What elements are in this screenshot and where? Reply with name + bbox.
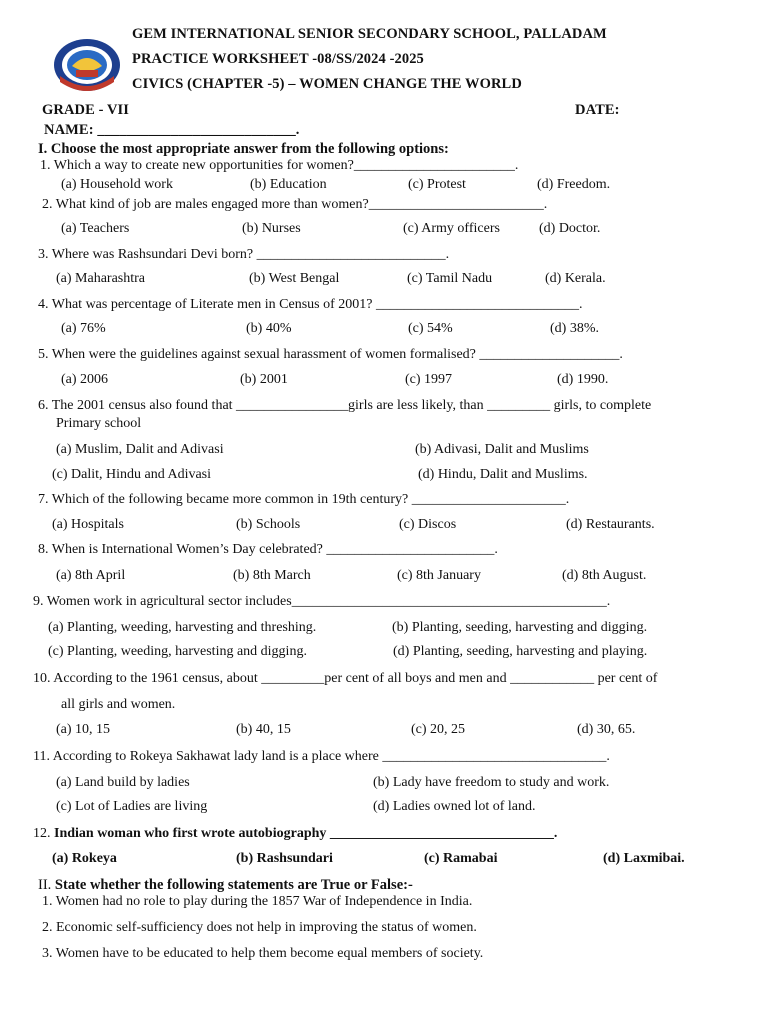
q5-option-d: (d) 1990. [557, 372, 609, 387]
q6-option-b: (b) Adivasi, Dalit and Muslims [415, 442, 589, 457]
q1-option-a: (a) Household work [61, 177, 173, 192]
section-2-title [38, 877, 413, 894]
worksheet-title: PRACTICE WORKSHEET -08/SS/2024 -2025 [132, 51, 424, 67]
question-11: 11. According to Rokeya Sakhawat lady land is a place where ________________________________. [33, 749, 610, 764]
q4-option-b: (b) 40% [246, 321, 292, 336]
question-8: 8. When is International Women’s Day celebrated? ________________________. [38, 542, 498, 557]
q2-option-a: (a) Teachers [61, 221, 130, 236]
chapter-title: CIVICS (CHAPTER -5) – WOMEN CHANGE THE WORLD [132, 76, 522, 92]
name-field: NAME: ___________________________. [44, 122, 300, 138]
grade-label: GRADE - VII [42, 102, 130, 118]
tf-statement-3: 3. Women have to be educated to help them become equal members of society. [42, 946, 484, 961]
question-10-continued: all girls and women. [61, 697, 176, 712]
question-12-number: 12. [33, 826, 51, 841]
q11-option-a: (a) Land build by ladies [56, 775, 190, 790]
q1-option-c: (c) Protest [408, 177, 466, 192]
q9-option-d: (d) Planting, seeding, harvesting and playing. [393, 644, 648, 659]
q8-option-d: (d) 8th August. [562, 568, 647, 583]
q10-option-b: (b) 40, 15 [236, 722, 291, 737]
date-label: DATE: [575, 102, 620, 118]
question-9: 9. Women work in agricultural sector includes_____________________________________________. [33, 594, 611, 609]
q7-option-b: (b) Schools [236, 517, 301, 532]
q8-option-c: (c) 8th January [397, 568, 481, 583]
q10-option-c: (c) 20, 25 [411, 722, 466, 737]
q7-option-c: (c) Discos [399, 517, 457, 532]
q10-option-a: (a) 10, 15 [56, 722, 111, 737]
q12-option-c: (c) Ramabai [424, 851, 498, 866]
question-6-continued: Primary school [56, 416, 142, 431]
q3-option-b: (b) West Bengal [249, 271, 340, 286]
q12-option-a: (a) Rokeya [52, 851, 117, 866]
q4-option-d: (d) 38%. [550, 321, 599, 336]
section-2-number: II. [38, 877, 52, 893]
q12-option-b: (b) Rashsundari [236, 851, 333, 866]
q2-option-c: (c) Army officers [403, 221, 500, 236]
question-3: 3. Where was Rashsundari Devi born? ___________________________. [38, 247, 450, 262]
section-1-title: I. Choose the most appropriate answer from the following options: [38, 141, 449, 157]
question-7: 7. Which of the following became more common in 19th century? ______________________. [38, 492, 570, 507]
q1-option-d: (d) Freedom. [537, 177, 611, 192]
q9-option-a: (a) Planting, weeding, harvesting and threshing. [48, 620, 317, 635]
q3-option-c: (c) Tamil Nadu [407, 271, 493, 286]
q6-option-d: (d) Hindu, Dalit and Muslims. [418, 467, 588, 482]
q11-option-d: (d) Ladies owned lot of land. [373, 799, 536, 814]
q8-option-a: (a) 8th April [56, 568, 126, 583]
q6-option-c: (c) Dalit, Hindu and Adivasi [52, 467, 212, 482]
q7-option-d: (d) Restaurants. [566, 517, 655, 532]
question-10: 10. According to the 1961 census, about _________per cent of all boys and men and ____________ per cent of [33, 671, 658, 686]
question-4: 4. What was percentage of Literate men in Census of 2001? _____________________________. [38, 297, 583, 312]
q3-option-a: (a) Maharashtra [56, 271, 146, 286]
q3-option-d: (d) Kerala. [545, 271, 606, 286]
question-1: 1. Which a way to create new opportunities for women?_______________________. [40, 158, 519, 173]
q5-option-a: (a) 2006 [61, 372, 109, 387]
q5-option-b: (b) 2001 [240, 372, 288, 387]
q1-option-b: (b) Education [250, 177, 327, 192]
question-12-text: Indian woman who first wrote autobiography ________________________________. [50, 826, 558, 841]
q6-option-a: (a) Muslim, Dalit and Adivasi [56, 442, 224, 457]
question-12 [33, 826, 557, 842]
q12-option-d: (d) Laxmibai. [603, 851, 685, 866]
school-logo [52, 36, 122, 94]
question-2: 2. What kind of job are males engaged more than women?_________________________. [42, 197, 548, 212]
question-5: 5. When were the guidelines against sexual harassment of women formalised? ____________________. [38, 347, 623, 362]
q10-option-d: (d) 30, 65. [577, 722, 636, 737]
q9-option-b: (b) Planting, seeding, harvesting and digging. [392, 620, 648, 635]
q8-option-b: (b) 8th March [233, 568, 311, 583]
q5-option-c: (c) 1997 [405, 372, 453, 387]
q2-option-b: (b) Nurses [242, 221, 301, 236]
q7-option-a: (a) Hospitals [52, 517, 124, 532]
q2-option-d: (d) Doctor. [539, 221, 601, 236]
school-name: GEM INTERNATIONAL SENIOR SECONDARY SCHOOL, PALLADAM [132, 26, 607, 42]
q4-option-c: (c) 54% [408, 321, 453, 336]
q11-option-b: (b) Lady have freedom to study and work. [373, 775, 610, 790]
q4-option-a: (a) 76% [61, 321, 106, 336]
tf-statement-1: 1. Women had no role to play during the 1857 War of Independence in India. [42, 894, 473, 909]
tf-statement-2: 2. Economic self-sufficiency does not help in improving the status of women. [42, 920, 477, 935]
section-2-title-text: State whether the following statements are True or False:- [51, 877, 413, 893]
q9-option-c: (c) Planting, weeding, harvesting and digging. [48, 644, 307, 659]
question-6: 6. The 2001 census also found that ________________girls are less likely, than _________ girls, to complete [38, 398, 652, 413]
q11-option-c: (c) Lot of Ladies are living [56, 799, 208, 814]
